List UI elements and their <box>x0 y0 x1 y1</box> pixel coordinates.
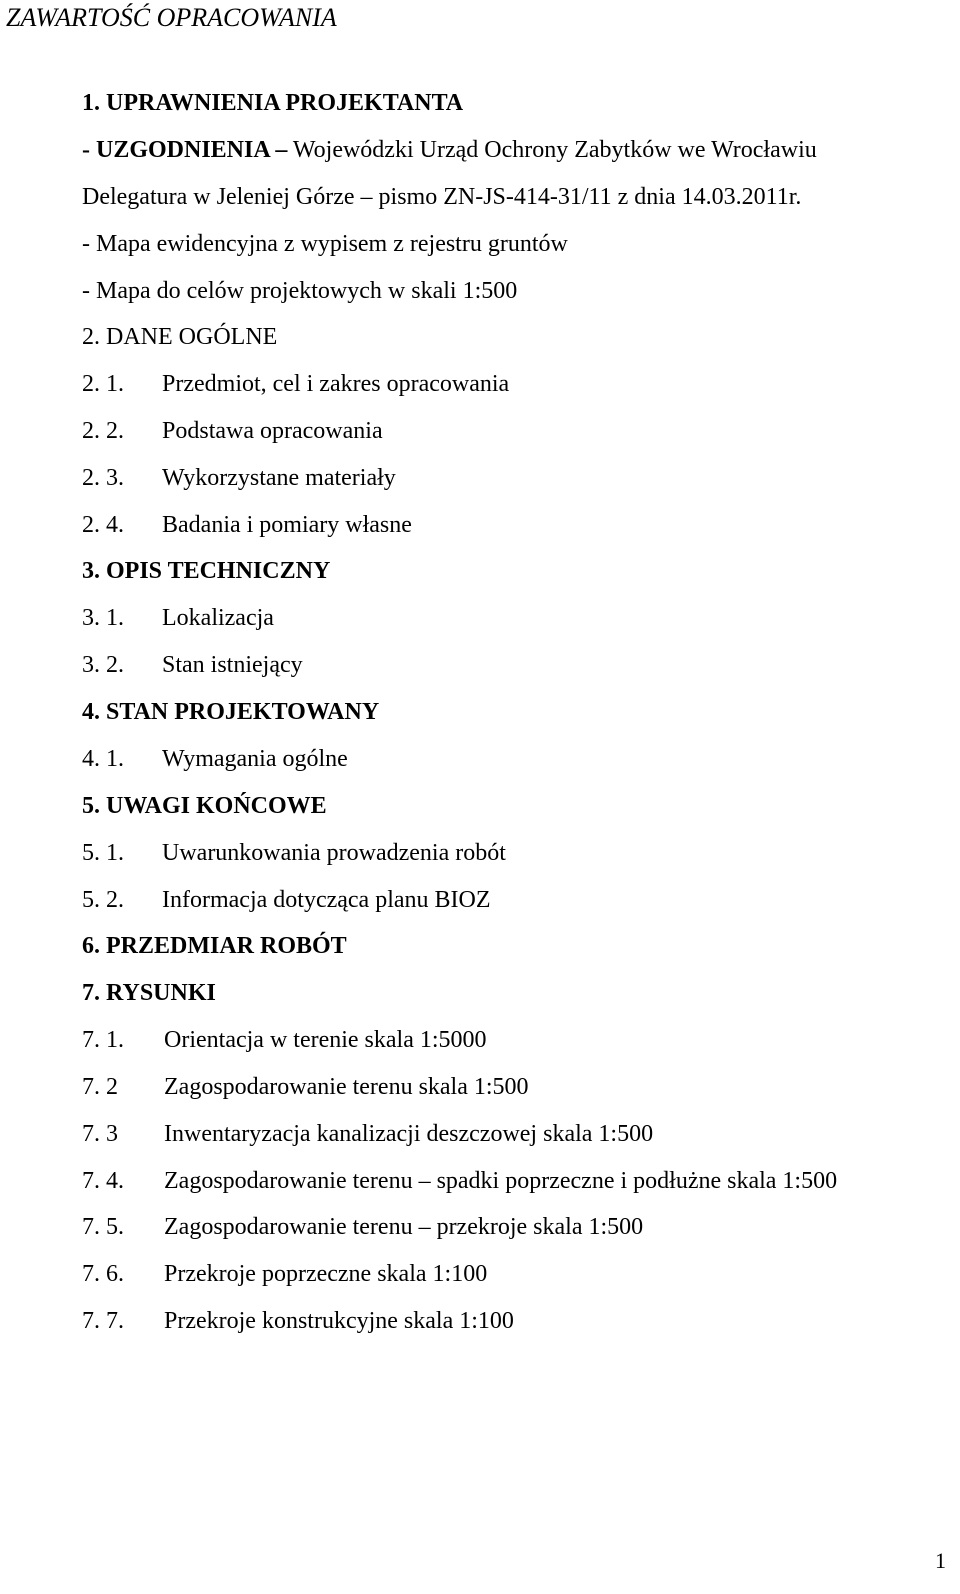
item-number: 3. 2. <box>82 652 124 678</box>
uzgodnienia-line <box>82 133 817 167</box>
item-text: Lokalizacja <box>162 605 274 631</box>
item-text: Inwentaryzacja kanalizacji deszczowej skala 1:500 <box>164 1121 654 1147</box>
list-item <box>82 1117 653 1151</box>
list-item <box>82 1210 643 1244</box>
item-text: Orientacja w terenie skala 1:5000 <box>164 1027 487 1053</box>
item-number: 4. 1. <box>82 746 124 772</box>
item-text: Zagospodarowanie terenu – przekroje skala 1:500 <box>164 1214 644 1240</box>
item-number: 2. 1. <box>82 371 124 397</box>
item-text: Przekroje poprzeczne skala 1:100 <box>164 1261 488 1287</box>
list-item <box>82 414 383 448</box>
item-number: 7. 3 <box>82 1121 118 1147</box>
uzgodnienia-continuation: Delegatura w Jeleniej Górze – pismo ZN-JS-414-31/11 z dnia 14.03.2011r. <box>82 184 802 210</box>
item-text: Wymagania ogólne <box>162 746 348 772</box>
item-text: Zagospodarowanie terenu skala 1:500 <box>164 1074 529 1100</box>
item-number: 3. 1. <box>82 605 124 631</box>
item-text: Wykorzystane materiały <box>162 465 396 491</box>
item-number: 7. 4. <box>82 1168 124 1194</box>
list-item <box>82 601 274 635</box>
list-item <box>82 1070 529 1104</box>
item-number: 7. 5. <box>82 1214 124 1240</box>
item-text: Uwarunkowania prowadzenia robót <box>162 840 506 866</box>
list-item <box>82 1304 514 1338</box>
list-item <box>82 648 303 682</box>
item-text: Badania i pomiary własne <box>162 512 412 538</box>
section-6-heading: 6. PRZEDMIAR ROBÓT <box>82 933 347 959</box>
item-number: 7. 2 <box>82 1074 118 1100</box>
item-number: 7. 1. <box>82 1027 124 1053</box>
item-number: 2. 2. <box>82 418 124 444</box>
section-1-heading: 1. UPRAWNIENIA PROJEKTANTA <box>82 90 464 116</box>
uzgodnienia-text: Wojewódzki Urząd Ochrony Zabytków we Wrocławiu <box>287 137 817 163</box>
item-text: Przekroje konstrukcyjne skala 1:100 <box>164 1308 514 1334</box>
list-item <box>82 836 506 870</box>
item-number: 5. 1. <box>82 840 124 866</box>
section-7-heading: 7. RYSUNKI <box>82 980 216 1006</box>
item-number: 7. 7. <box>82 1308 124 1334</box>
item-text: Stan istniejący <box>162 652 303 678</box>
list-item <box>82 1257 487 1291</box>
list-item <box>82 1164 837 1198</box>
page-number: 1 <box>935 1548 946 1573</box>
section-3-heading: 3. OPIS TECHNICZNY <box>82 558 331 584</box>
list-item <box>82 1023 487 1057</box>
item-number: 5. 2. <box>82 887 124 913</box>
item-text: Podstawa opracowania <box>162 418 383 444</box>
section-5-heading: 5. UWAGI KOŃCOWE <box>82 793 327 819</box>
document-title: ZAWARTOŚĆ OPRACOWANIA <box>6 3 337 32</box>
item-text: Przedmiot, cel i zakres opracowania <box>162 371 510 397</box>
uzgodnienia-label: - UZGODNIENIA – <box>82 137 288 163</box>
item-number: 2. 3. <box>82 465 124 491</box>
item-number: 7. 6. <box>82 1261 124 1287</box>
item-mapa-ewidencyjna: - Mapa ewidencyjna z wypisem z rejestru gruntów <box>82 231 568 257</box>
section-2-heading: 2. DANE OGÓLNE <box>82 324 278 350</box>
list-item <box>82 461 396 495</box>
list-item <box>82 742 348 776</box>
list-item <box>82 883 491 917</box>
item-mapa-projektowa: - Mapa do celów projektowych w skali 1:500 <box>82 278 518 304</box>
item-number: 2. 4. <box>82 512 124 538</box>
list-item <box>82 367 509 401</box>
item-text: Zagospodarowanie terenu – spadki poprzeczne i podłużne skala 1:500 <box>164 1168 838 1194</box>
section-4-heading: 4. STAN PROJEKTOWANY <box>82 699 380 725</box>
item-text: Informacja dotycząca planu BIOZ <box>162 887 491 913</box>
list-item <box>82 508 412 542</box>
